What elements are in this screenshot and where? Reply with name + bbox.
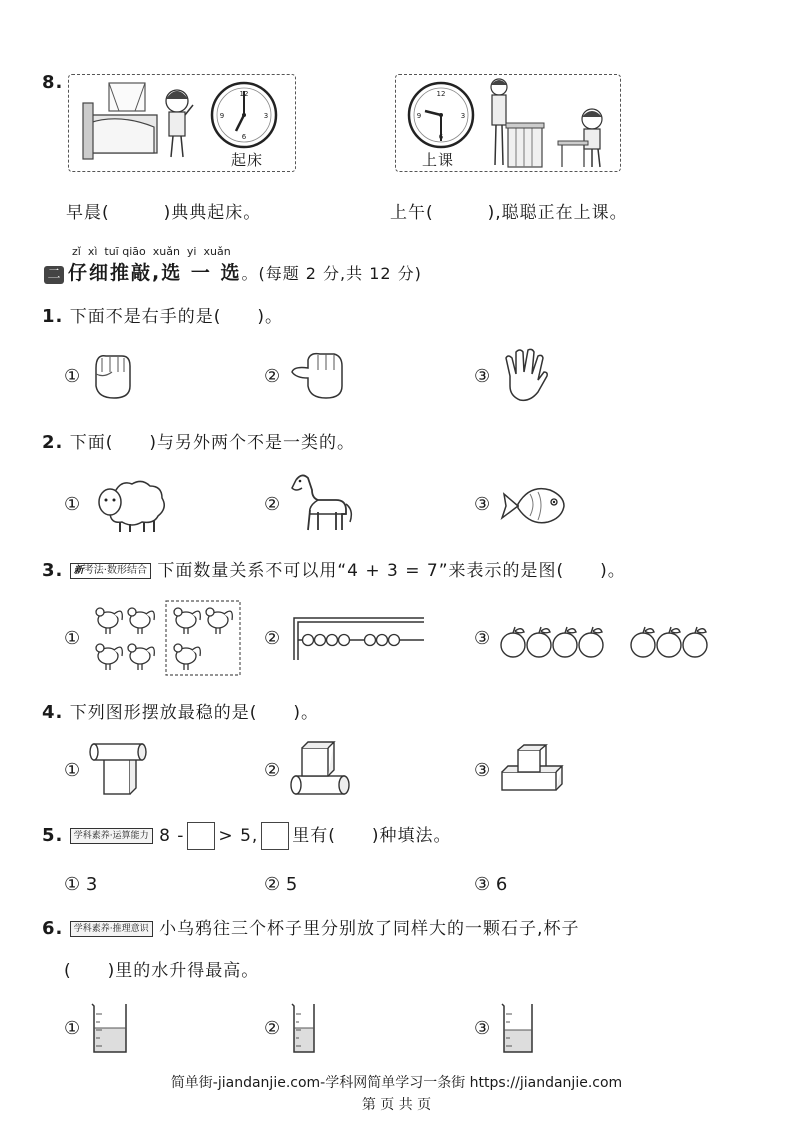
apples-group-icon: [498, 620, 712, 660]
q6-option-3[interactable]: ③: [474, 1018, 491, 1039]
q1-option-1[interactable]: ①: [64, 366, 81, 387]
svg-text:9: 9: [416, 112, 422, 120]
svg-text:3: 3: [263, 112, 269, 120]
section2-header: [44, 258, 422, 285]
question-5-text-a: 8 -: [159, 826, 185, 846]
q4-option-1[interactable]: ①: [64, 760, 81, 781]
q3-option-3[interactable]: ③: [474, 628, 491, 649]
svg-text:12: 12: [239, 90, 249, 98]
q5-option-2[interactable]: ② 5: [264, 874, 298, 895]
q2-option-2[interactable]: ②: [264, 494, 281, 515]
thumb-hand-icon: [288, 348, 346, 402]
question-4-text: 下列图形摆放最稳的是( )。: [69, 703, 320, 723]
q8-card-wakeup: [68, 74, 296, 172]
footer-source: 简单街-jiandanjie.com-学科网简单学习一条街 https://jiandanjie.com: [170, 1075, 623, 1091]
cube-on-flat-cuboid-icon: [500, 744, 564, 792]
beaker-high-water-icon: [90, 1000, 130, 1054]
question-6-text: 小乌鸦往三个杯子里分别放了同样大的一颗石子,杯子: [159, 919, 580, 939]
question-6-number: 6.: [42, 918, 64, 939]
q3-option-2[interactable]: ②: [264, 628, 281, 649]
cube-on-cylinder-icon: [290, 740, 352, 796]
question-1-number: 1.: [42, 306, 64, 327]
question-4: [42, 702, 319, 724]
question-1-text: 下面不是右手的是( )。: [69, 307, 284, 327]
open-hand-icon: [500, 346, 550, 406]
horse-icon: [288, 470, 352, 536]
svg-text:6: 6: [241, 133, 247, 141]
question-3: [42, 560, 626, 582]
question-5-text-c: 里有( )种填法。: [292, 826, 452, 846]
method-tag-new: 新: [73, 565, 84, 576]
cylinder-on-cuboid-icon: [90, 738, 150, 796]
question-2: [42, 432, 355, 454]
literacy-tag: 学科素养·运算能力: [70, 828, 153, 844]
q4-option-3[interactable]: ③: [474, 760, 491, 781]
q1-option-3[interactable]: ③: [474, 366, 491, 387]
q8-card1-label: 起床: [231, 151, 264, 169]
question-2-text: 下面( )与另外两个不是一类的。: [69, 433, 356, 453]
section2-subtitle: 。(每题 2 分,共 12 分): [241, 264, 422, 283]
q5-option-3[interactable]: ③ 6: [474, 874, 508, 895]
question-1: [42, 306, 283, 328]
sheep-icon: [92, 476, 168, 534]
q5-option-1[interactable]: ① 3: [64, 874, 98, 895]
q2-option-1[interactable]: ①: [64, 494, 81, 515]
method-tag: [70, 563, 151, 579]
question-3-number: 3.: [42, 560, 64, 581]
q8-card-class: [395, 74, 621, 172]
question-5-text-b: > 5,: [218, 826, 259, 846]
q6-option-1[interactable]: ①: [64, 1018, 81, 1039]
question-6: [42, 918, 579, 940]
literacy-tag: 学科素养·推理意识: [70, 921, 153, 937]
q8-sentence-1: 早晨( )典典起床。: [66, 203, 262, 223]
footer-page: 第 页 共 页: [361, 1097, 432, 1113]
q1-option-2[interactable]: ②: [264, 366, 281, 387]
svg-text:6: 6: [438, 133, 444, 141]
roosters-group-icon: [90, 600, 242, 678]
svg-text:3: 3: [460, 112, 466, 120]
svg-text:9: 9: [219, 112, 225, 120]
q8-sentence-2: 上午( ),聪聪正在上课。: [390, 203, 628, 223]
q8-number: 8.: [42, 72, 64, 93]
section2-pinyin: zǐ xì tuī qiāo xuǎn yi xuǎn: [72, 245, 231, 258]
fist-hand-icon: [90, 348, 136, 402]
section-number-icon: 二: [44, 266, 64, 284]
fish-icon: [500, 480, 568, 530]
question-5-number: 5.: [42, 825, 64, 846]
question-5: [42, 822, 452, 850]
q3-option-1[interactable]: ①: [64, 628, 81, 649]
question-6-text-2: ( )里的水升得最高。: [64, 961, 260, 981]
abacus-beads-icon: [290, 612, 428, 662]
question-2-number: 2.: [42, 432, 64, 453]
answer-box[interactable]: [261, 822, 289, 850]
beaker-narrow-icon: [290, 1000, 318, 1054]
beaker-medium-icon: [500, 1000, 536, 1054]
question-3-text: 下面数量关系不可以用“4 + 3 = 7”来表示的是图( )。: [157, 561, 626, 581]
answer-box[interactable]: [187, 822, 215, 850]
question-4-number: 4.: [42, 702, 64, 723]
section2-title: 仔细推敲,选 一 选: [68, 262, 242, 284]
method-tag-text: 考法·数形结合: [83, 565, 147, 576]
q6-option-2[interactable]: ②: [264, 1018, 281, 1039]
q4-option-2[interactable]: ②: [264, 760, 281, 781]
q8-card2-label: 上课: [422, 151, 455, 169]
svg-text:12: 12: [436, 90, 446, 98]
q2-option-3[interactable]: ③: [474, 494, 491, 515]
